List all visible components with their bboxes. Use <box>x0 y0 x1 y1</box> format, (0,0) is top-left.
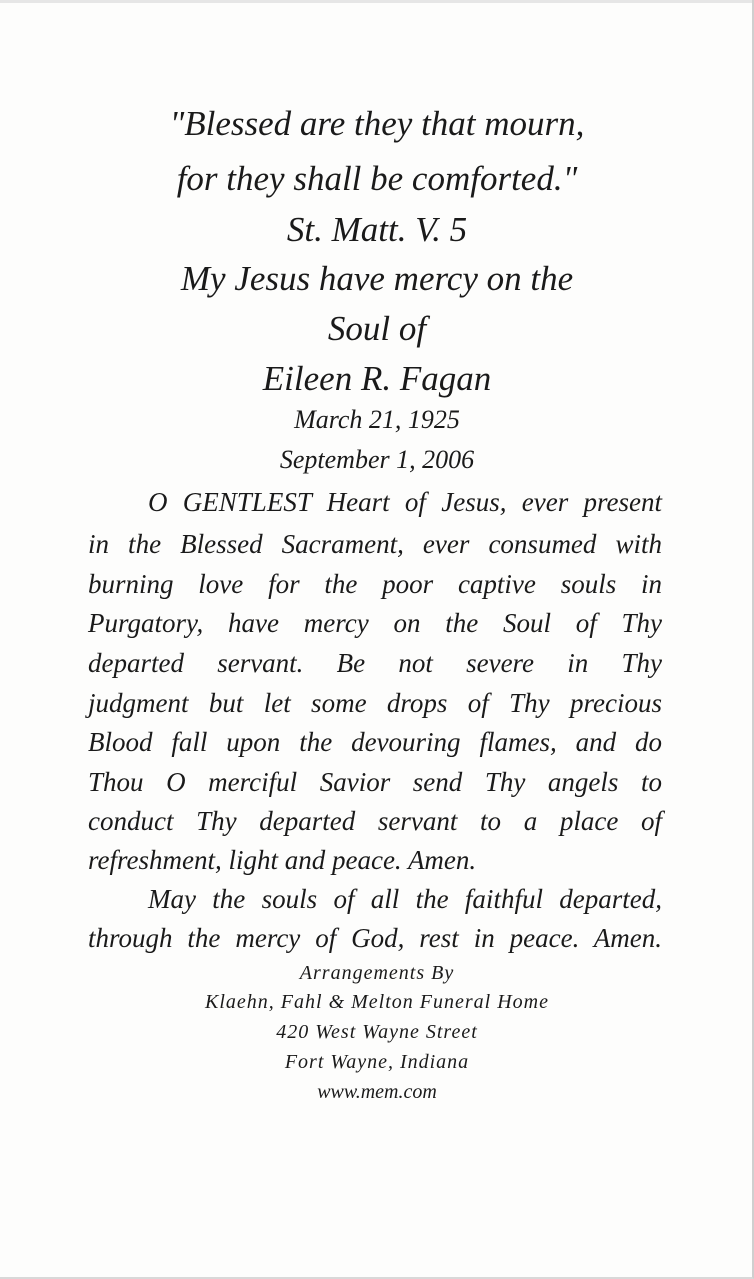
prayer-line: O GENTLEST Heart of Jesus, ever present <box>148 487 662 517</box>
verse-line-1: "Blessed are they that mourn, <box>169 104 585 143</box>
prayer-line: Blood fall upon the devouring flames, and do <box>88 727 662 757</box>
birth-date: March 21, 1925 <box>294 405 460 434</box>
prayer-line: refreshment, light and peace. Amen. <box>88 845 477 875</box>
funeral-home-city: Fort Wayne, Indiana <box>284 1051 470 1073</box>
card-top-edge <box>0 0 752 3</box>
prayer-line: Purgatory, have mercy on the Soul of Thy <box>88 608 662 638</box>
verse-reference: St. Matt. V. 5 <box>286 210 468 249</box>
prayer-line: burning love for the poor captive souls in <box>88 569 662 599</box>
arrangements-heading: Arrangements By <box>299 962 455 984</box>
verse-line-2: for they shall be comforted." <box>176 159 578 198</box>
invocation-line-2: Soul of <box>327 309 427 348</box>
death-date: September 1, 2006 <box>279 445 475 474</box>
invocation-line-1: My Jesus have mercy on the <box>180 259 574 298</box>
deceased-name: Eileen R. Fagan <box>262 359 492 398</box>
funeral-home-website: www.mem.com <box>317 1081 437 1103</box>
prayer-line: conduct Thy departed servant to a place of <box>88 806 662 836</box>
prayer-line: Thou O merciful Savior send Thy angels to <box>88 767 662 797</box>
prayer-line: judgment but let some drops of Thy precious <box>88 688 662 718</box>
prayer-line: in the Blessed Sacrament, ever consumed with <box>88 529 662 559</box>
blessing-line: May the souls of all the faithful departed, <box>148 884 662 914</box>
funeral-home-street: 420 West Wayne Street <box>276 1021 478 1043</box>
funeral-home-name: Klaehn, Fahl & Melton Funeral Home <box>205 991 549 1013</box>
blessing-line: through the mercy of God, rest in peace. Amen. <box>88 923 662 953</box>
prayer-line: departed servant. Be not severe in Thy <box>88 648 662 678</box>
